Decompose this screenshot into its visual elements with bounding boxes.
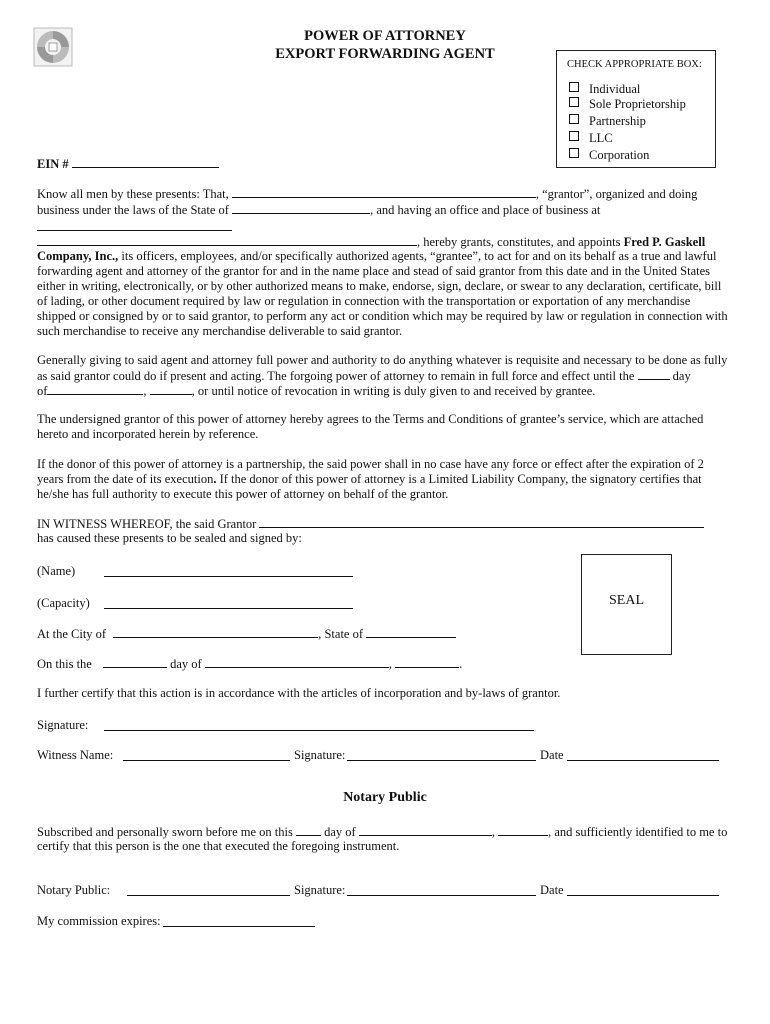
appointment-line-6: shipped or consigned by or to said grantor, to perform any act or condition which may be required by law or regulation in connection with bbox=[37, 309, 728, 323]
expiration-year-field[interactable] bbox=[150, 383, 192, 395]
witness-line-2: has caused these presents to be sealed and signed by: bbox=[37, 531, 302, 545]
execution-day-field[interactable] bbox=[103, 656, 167, 668]
grantor-line-3 bbox=[37, 219, 232, 235]
city-field[interactable] bbox=[113, 626, 318, 638]
signature-label: Signature: bbox=[37, 718, 89, 732]
checkbox-sole-proprietorship[interactable]: Sole Proprietorship bbox=[569, 97, 686, 112]
terms-line-1: The undersigned grantor of this power of attorney hereby agrees to the Terms and Conditions of grantee’s service, which are attached bbox=[37, 412, 704, 426]
seal-label: SEAL bbox=[609, 593, 644, 608]
checkbox-llc[interactable]: LLC bbox=[569, 131, 613, 146]
document-title: POWER OF ATTORNEY bbox=[304, 28, 466, 44]
commission-expires-field[interactable] bbox=[163, 915, 315, 927]
document-subtitle: EXPORT FORWARDING AGENT bbox=[275, 46, 495, 62]
execution-year-field[interactable] bbox=[395, 656, 459, 668]
witness-name-field[interactable] bbox=[123, 749, 290, 761]
notary-date-label: Date bbox=[540, 883, 564, 897]
appointment-line-7: such merchandise to receive any merchandise deliverable to said grantor. bbox=[37, 324, 403, 338]
checkbox-individual[interactable]: Individual bbox=[569, 82, 640, 97]
appointment-line-2: Company, Inc., its officers, employees, and/or specifically authorized agents, “grantee”, to act for and on its behalf as a true and lawful bbox=[37, 249, 717, 263]
ein-label: EIN # bbox=[37, 157, 69, 171]
grantor-line-2: business under the laws of the State of , and having an office and place of business at bbox=[37, 203, 601, 217]
notary-heading: Notary Public bbox=[343, 790, 427, 805]
notary-line-2: certify that this person is the one that executed the foregoing instrument. bbox=[37, 839, 400, 853]
authority-line-3: of , , or until notice of revocation in writing is duly given to and received by grantee. bbox=[37, 384, 596, 398]
appointment-line-4: either in writing, electronically, or by other authorized means to make, endorse, sign, declare, or swear to any declaration, certificate, bill bbox=[37, 279, 722, 293]
ein-field[interactable] bbox=[72, 156, 219, 168]
checkbox-square-icon[interactable] bbox=[569, 97, 579, 107]
checkbox-square-icon[interactable] bbox=[569, 131, 579, 141]
notary-day-field[interactable] bbox=[296, 824, 321, 836]
capacity-field[interactable] bbox=[104, 597, 353, 609]
notary-public-field[interactable] bbox=[127, 884, 290, 896]
witness-line-1: IN WITNESS WHEREOF, the said Grantor bbox=[37, 516, 737, 532]
grantor-witness-field[interactable] bbox=[259, 516, 704, 528]
panel-title: CHECK APPROPRIATE BOX: bbox=[567, 59, 702, 70]
checkbox-square-icon[interactable] bbox=[569, 82, 579, 92]
notary-year-field[interactable] bbox=[498, 824, 548, 836]
grantor-line-1: Know all men by these presents: That, , “grantor”, organized and doing bbox=[37, 187, 698, 201]
expiration-month-field[interactable] bbox=[47, 383, 143, 395]
commission-label: My commission expires: bbox=[37, 914, 161, 928]
authority-line-1: Generally giving to said agent and attorney full power and authority to do anything whatever is requisite and necessary to be done as fully bbox=[37, 353, 728, 367]
terms-line-2: hereto and incorporated herein by reference. bbox=[37, 427, 259, 441]
grantor-name-field[interactable] bbox=[232, 186, 536, 198]
name-field[interactable] bbox=[104, 565, 353, 577]
authority-line-2: as said grantor could do if present and acting. The forgoing power of attorney to remain in full force and effect until the day bbox=[37, 369, 691, 383]
signature-field[interactable] bbox=[104, 719, 534, 731]
partnership-line-2: years from the date of its execution. If the donor of this power of attorney is a Limited Liability Company, the signatory certifies that bbox=[37, 472, 702, 486]
execution-month-field[interactable] bbox=[205, 656, 389, 668]
business-address-field-1[interactable] bbox=[37, 219, 232, 231]
expiration-day-field[interactable] bbox=[638, 368, 670, 380]
witness-signature-field[interactable] bbox=[347, 749, 536, 761]
notary-signature-field[interactable] bbox=[347, 884, 536, 896]
notary-signature-label: Signature: bbox=[294, 883, 346, 897]
appointment-line-5: of lading, or other document required by law or regulation in connection with the transportation or exportation of any merchandise bbox=[37, 294, 691, 308]
witness-name-label: Witness Name: bbox=[37, 748, 114, 762]
notary-line-1: Subscribed and personally sworn before me on this day of , , and sufficiently identified to me to bbox=[37, 825, 728, 839]
checkbox-square-icon[interactable] bbox=[569, 114, 579, 124]
execution-date-row: On this the day of , . bbox=[37, 657, 463, 671]
witness-date-label: Date bbox=[540, 748, 564, 762]
state-of-organization-field[interactable] bbox=[232, 202, 370, 214]
witness-signature-label: Signature: bbox=[294, 748, 346, 762]
partnership-line-3: he/she has full authority to execute this power of attorney on behalf of the grantor. bbox=[37, 487, 449, 501]
checkbox-square-icon[interactable] bbox=[569, 148, 579, 158]
certify-text: I further certify that this action is in accordance with the articles of incorporation and by-laws of grantor. bbox=[37, 686, 561, 700]
capacity-label: (Capacity) bbox=[37, 596, 90, 610]
partnership-line-1: If the donor of this power of attorney is a partnership, the said power shall in no case have any force or effect after the expiration of 2 bbox=[37, 457, 704, 471]
appointment-line-1: , hereby grants, constitutes, and appoints Fred P. Gaskell bbox=[37, 234, 737, 250]
city-state-row: At the City of , State of bbox=[37, 626, 737, 642]
appointment-line-3: forwarding agent and attorney of the grantor for and in the name place and stead of said grantor from this date and in the United States bbox=[37, 264, 711, 278]
checkbox-partnership[interactable]: Partnership bbox=[569, 114, 646, 129]
notary-month-field[interactable] bbox=[359, 824, 492, 836]
checkbox-corporation[interactable]: Corporation bbox=[569, 148, 649, 163]
ein-row bbox=[37, 156, 219, 172]
company-logo-icon bbox=[33, 27, 73, 67]
state-field[interactable] bbox=[366, 626, 456, 638]
business-address-field-2[interactable] bbox=[37, 234, 417, 246]
name-label: (Name) bbox=[37, 564, 76, 578]
entity-type-panel bbox=[556, 50, 716, 168]
notary-public-label: Notary Public: bbox=[37, 883, 111, 897]
notary-date-field[interactable] bbox=[567, 884, 719, 896]
witness-date-field[interactable] bbox=[567, 749, 719, 761]
